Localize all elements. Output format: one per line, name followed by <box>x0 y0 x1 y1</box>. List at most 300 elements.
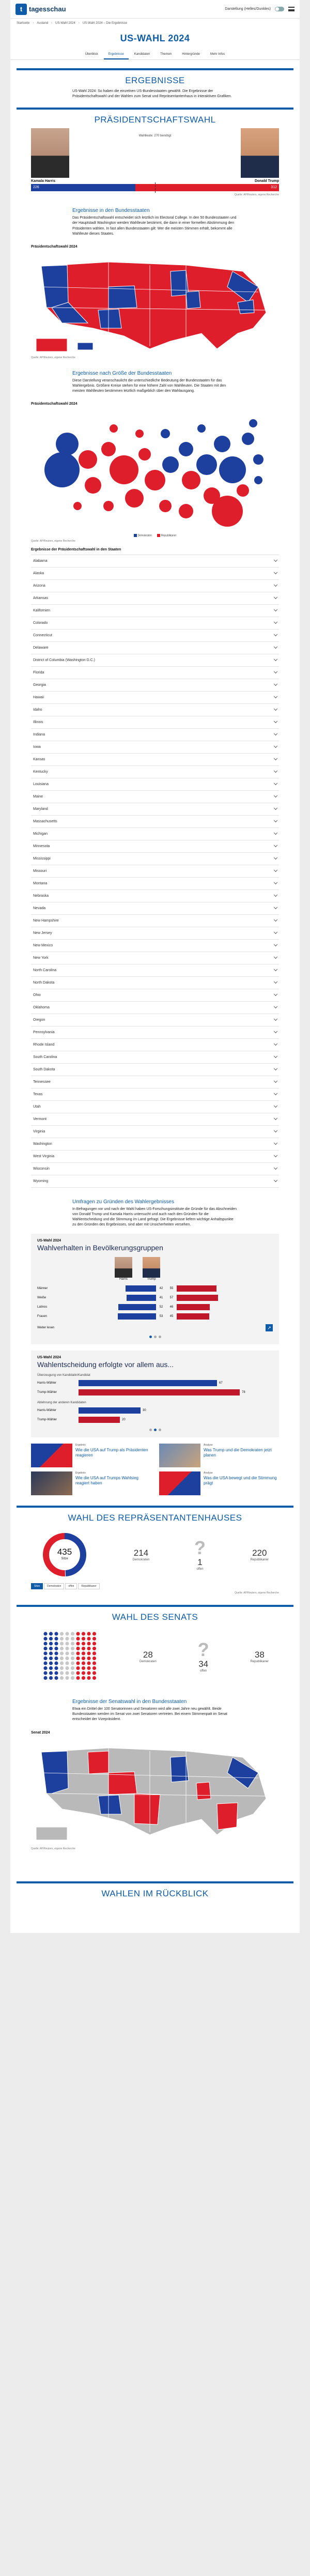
breadcrumb-item[interactable]: US-Wahl 2024 <box>55 22 75 25</box>
senate-seat <box>60 1637 64 1640</box>
group-row <box>37 1302 273 1312</box>
group-label: Frauen <box>37 1315 48 1318</box>
senate-seat <box>92 1637 96 1640</box>
breadcrumb-item[interactable]: Ausland <box>37 22 49 25</box>
house-donut <box>41 1531 88 1578</box>
state-bubble[interactable] <box>242 433 254 445</box>
state-bubble[interactable] <box>138 448 151 461</box>
tab-more[interactable]: Mehr Infos <box>210 53 225 56</box>
teaser-image <box>31 1471 72 1495</box>
state-name: Kansas <box>33 757 45 761</box>
senate-seat <box>49 1647 53 1650</box>
trump-photo <box>241 128 279 178</box>
states-title: Ergebnisse der Präsidentschaftswahl in den Staaten <box>31 547 121 551</box>
state-name: Louisiana <box>33 782 49 786</box>
state-bubble[interactable] <box>214 436 230 452</box>
motivation-value: 78 <box>242 1391 245 1394</box>
house-rep-seats: 220 <box>252 1548 267 1558</box>
senate-seat <box>76 1652 80 1655</box>
senate-seat <box>49 1637 53 1640</box>
rep-value: 46 <box>169 1306 174 1309</box>
harris-name: Kamala Harris <box>31 179 56 183</box>
house-dem-seats: 214 <box>133 1548 149 1558</box>
carousel-dots <box>37 1336 273 1338</box>
house-open-seats: 1 <box>197 1557 203 1568</box>
chevron-down-icon <box>274 1104 277 1108</box>
legend-dem <box>134 534 152 537</box>
teaser[interactable] <box>31 1444 151 1467</box>
teaser-kicker: Analyse <box>204 1444 213 1447</box>
state-bubble[interactable] <box>85 477 101 494</box>
senate-seat <box>65 1647 69 1650</box>
group-row <box>37 1284 273 1293</box>
senate-map[interactable] <box>31 1737 279 1845</box>
motivation-bar <box>79 1380 217 1386</box>
state-name: New Mexico <box>33 943 53 947</box>
senate-seat <box>92 1657 96 1660</box>
state-row[interactable] <box>31 667 279 679</box>
state-bubble[interactable] <box>212 496 243 527</box>
dem-value: 41 <box>159 1296 163 1300</box>
carousel-dot[interactable] <box>159 1336 161 1338</box>
motivation-value: 20 <box>122 1418 126 1422</box>
state-row[interactable] <box>31 952 279 964</box>
logo-icon[interactable] <box>16 4 27 15</box>
senate-stats <box>10 1626 300 1688</box>
state-row[interactable] <box>31 1175 279 1188</box>
logo-letter: t <box>20 5 23 13</box>
group-row <box>37 1312 273 1321</box>
senate-seat <box>54 1642 58 1646</box>
state-row[interactable] <box>31 1064 279 1076</box>
breadcrumb-separator-icon: › <box>78 22 80 25</box>
state-row[interactable] <box>31 1138 279 1151</box>
senate-rep-stat <box>251 1650 269 1663</box>
chevron-down-icon <box>274 657 277 661</box>
senate-seat <box>71 1647 74 1650</box>
tab-bar <box>10 50 300 60</box>
teaser[interactable] <box>159 1444 279 1467</box>
senate-seat <box>82 1672 85 1675</box>
senate-seat <box>87 1647 90 1650</box>
chevron-down-icon <box>274 968 277 971</box>
trump-col-label: Trump <box>147 1278 156 1281</box>
chevron-down-icon <box>274 856 277 860</box>
state-bubble[interactable] <box>110 455 138 484</box>
chevron-down-icon <box>274 881 277 884</box>
senate-rep-label: Republikaner <box>250 1660 269 1664</box>
senate-seat <box>65 1642 69 1646</box>
motivation-label: Trump-Wähler <box>37 1418 57 1422</box>
state-row[interactable] <box>31 803 279 816</box>
senate-seat <box>54 1676 58 1680</box>
state-row[interactable] <box>31 1014 279 1026</box>
state-row[interactable] <box>31 654 279 667</box>
teaser-headline: Was die USA bewegt und die Stimmung prägt <box>204 1476 277 1486</box>
harris-thumb <box>115 1257 132 1278</box>
senate-seat <box>71 1666 74 1670</box>
state-row[interactable] <box>31 568 279 580</box>
state-row[interactable] <box>31 692 279 704</box>
rep-bar <box>177 1304 210 1310</box>
group-label: Latinos <box>37 1306 48 1309</box>
senate-seat <box>92 1647 96 1650</box>
senate-seat <box>65 1676 69 1680</box>
state-bubble[interactable] <box>197 424 206 433</box>
senate-seat <box>87 1652 90 1655</box>
state-name: Oregon <box>33 1018 45 1022</box>
state-name: Iowa <box>33 745 41 749</box>
chevron-down-icon <box>274 781 277 785</box>
senate-seat <box>92 1666 96 1670</box>
state-row[interactable] <box>31 1113 279 1126</box>
state-bubble[interactable] <box>159 500 172 512</box>
pill[interactable]: offen <box>65 1583 77 1589</box>
state-bubble[interactable] <box>161 429 170 438</box>
carousel-dot[interactable] <box>154 1336 157 1338</box>
senate-seat <box>43 1637 47 1640</box>
carousel-dot[interactable] <box>149 1429 152 1431</box>
state-bubble[interactable] <box>182 471 200 489</box>
senate-map-svg <box>31 1737 279 1845</box>
chevron-down-icon <box>274 806 277 810</box>
senate-seat <box>76 1662 80 1665</box>
senate-dem-stat <box>140 1650 157 1663</box>
senate-seat <box>87 1637 90 1640</box>
state-accordion <box>31 555 279 1188</box>
chevron-down-icon <box>274 608 277 611</box>
senate-seat <box>43 1632 47 1636</box>
dem-bar <box>118 1304 156 1310</box>
chevron-down-icon <box>274 1017 277 1021</box>
state-row[interactable] <box>31 592 279 605</box>
us-map-svg <box>31 251 279 354</box>
size-caption: Präsidentschaftswahl 2024 <box>31 402 78 406</box>
state-bubble[interactable] <box>145 470 165 490</box>
tab-topics[interactable]: Themen <box>160 53 172 56</box>
chevron-down-icon <box>274 695 277 698</box>
state-row[interactable] <box>31 580 279 592</box>
chevron-down-icon <box>274 930 277 934</box>
state-row[interactable] <box>31 754 279 766</box>
senate-seat <box>49 1672 53 1675</box>
senate-seat <box>43 1676 47 1680</box>
state-bubble[interactable] <box>56 433 79 455</box>
senate-seat <box>49 1676 53 1680</box>
state-bubble[interactable] <box>79 450 97 469</box>
theme-toggle[interactable] <box>275 7 284 11</box>
state-row[interactable] <box>31 642 279 654</box>
chevron-down-icon <box>274 744 277 748</box>
chevron-down-icon <box>274 1054 277 1058</box>
senate-seat <box>65 1657 69 1660</box>
state-bubble[interactable] <box>44 452 80 487</box>
pill[interactable]: Republikaner <box>78 1583 99 1589</box>
logo-text[interactable]: tagesschau <box>29 5 66 13</box>
map-heading: Ergebnisse in den Bundesstaaten <box>72 208 150 214</box>
state-name: Colorado <box>33 621 48 625</box>
senate-seat <box>87 1672 90 1675</box>
main-column <box>10 0 300 1933</box>
state-row[interactable] <box>31 1126 279 1138</box>
card-kicker: US-Wahl 2024 <box>37 1239 61 1243</box>
senate-seat <box>71 1642 74 1646</box>
teaser-headline: Was Trump und die Demokraten jetzt planen <box>204 1448 272 1458</box>
state-row[interactable] <box>31 1051 279 1064</box>
state-bubble[interactable] <box>196 454 217 475</box>
rep-value: 57 <box>169 1296 174 1300</box>
senate-seat <box>65 1662 69 1665</box>
state-row[interactable] <box>31 989 279 1002</box>
carousel-dot[interactable] <box>159 1429 161 1431</box>
state-row[interactable] <box>31 964 279 977</box>
state-bubble[interactable] <box>249 419 257 427</box>
state-bubble[interactable] <box>162 456 179 473</box>
dem-value: 53 <box>159 1315 163 1318</box>
breadcrumb-item: US-Wahl 2024 – Die Ergebnisse <box>82 22 127 25</box>
legend-rep <box>157 534 176 537</box>
state-row[interactable] <box>31 605 279 617</box>
state-name: Ohio <box>33 993 41 997</box>
dem-track <box>79 1313 156 1320</box>
state-row[interactable] <box>31 1163 279 1175</box>
senate-seat <box>60 1647 64 1650</box>
senate-seat <box>65 1666 69 1670</box>
senate-seat <box>49 1642 53 1646</box>
map-caption: Präsidentschaftswahl 2024 <box>31 244 78 249</box>
chevron-down-icon <box>274 1178 277 1182</box>
breadcrumb-item[interactable]: Startseite <box>17 22 30 25</box>
state-row[interactable] <box>31 840 279 853</box>
state-row[interactable] <box>31 1039 279 1051</box>
state-row[interactable] <box>31 853 279 865</box>
house-open-label: offen <box>196 1568 204 1571</box>
state-name: Arizona <box>33 584 45 588</box>
senate-seat <box>65 1637 69 1640</box>
state-name: Virginia <box>33 1129 45 1133</box>
card-title: Wahlverhalten in Bevölkerungsgruppen <box>37 1244 163 1252</box>
pill[interactable]: Demokraten <box>44 1583 64 1589</box>
state-row[interactable] <box>31 828 279 840</box>
state-row[interactable] <box>31 1076 279 1088</box>
state-row[interactable] <box>31 679 279 692</box>
state-row[interactable] <box>31 890 279 902</box>
senate-seat <box>76 1642 80 1646</box>
state-name: Maryland <box>33 807 48 811</box>
chevron-down-icon <box>274 980 277 984</box>
chevron-down-icon <box>274 633 277 636</box>
state-row[interactable] <box>31 791 279 803</box>
state-row[interactable] <box>31 1151 279 1163</box>
menu-icon[interactable] <box>288 7 295 11</box>
pill[interactable]: Sitze <box>31 1583 43 1589</box>
senate-seat <box>54 1666 58 1670</box>
senate-seat <box>54 1672 58 1675</box>
card-footer[interactable]: Weiter lesen <box>37 1326 55 1330</box>
tab-overview[interactable]: Überblick <box>85 53 98 56</box>
state-name: Missouri <box>33 869 47 873</box>
state-name: Idaho <box>33 708 42 712</box>
state-name: Florida <box>33 670 44 674</box>
state-row[interactable] <box>31 778 279 791</box>
chevron-down-icon <box>274 583 277 587</box>
house-rep-stat <box>251 1548 269 1561</box>
state-bubble[interactable] <box>135 430 144 438</box>
state-name: South Dakota <box>33 1067 55 1071</box>
state-row[interactable] <box>31 927 279 940</box>
state-row[interactable] <box>31 1101 279 1113</box>
us-map[interactable] <box>31 251 279 354</box>
map-source: Quelle: AP/Reuters, eigene Recherche <box>31 356 75 359</box>
state-row[interactable] <box>31 617 279 630</box>
dem-value: 52 <box>159 1306 163 1309</box>
motivation-label: Trump-Wähler <box>37 1391 57 1394</box>
state-row[interactable] <box>31 878 279 890</box>
senate-seat <box>54 1652 58 1655</box>
state-bubble[interactable] <box>110 424 118 433</box>
chevron-down-icon <box>274 794 277 798</box>
senate-seat <box>60 1632 64 1636</box>
motivation-row <box>37 1415 273 1424</box>
state-bubble[interactable] <box>253 454 264 465</box>
dem-bar <box>126 1285 156 1292</box>
president-title: PRÄSIDENTSCHAFTSWAHL <box>17 108 293 128</box>
senate-seat <box>87 1676 90 1680</box>
state-row[interactable] <box>31 704 279 716</box>
carousel-dot[interactable] <box>149 1336 152 1338</box>
chevron-down-icon <box>274 595 277 599</box>
state-bubble[interactable] <box>73 502 82 510</box>
senate-seat <box>71 1657 74 1660</box>
state-name: Arkansas <box>33 596 49 600</box>
senate-dem-seats: 28 <box>143 1650 153 1660</box>
senate-open-seats: 34 <box>198 1659 209 1669</box>
senate-seat <box>76 1676 80 1680</box>
harris-col-label: Harris <box>119 1278 128 1281</box>
state-row[interactable] <box>31 630 279 642</box>
chevron-down-icon <box>274 732 277 735</box>
senate-seat <box>76 1637 80 1640</box>
senate-seat <box>82 1652 85 1655</box>
state-row[interactable] <box>31 555 279 568</box>
chevron-down-icon <box>274 844 277 847</box>
chevron-down-icon <box>274 918 277 922</box>
state-name: Indiana <box>33 732 45 737</box>
breadcrumb-separator-icon: › <box>33 22 34 25</box>
senate-seat <box>76 1657 80 1660</box>
senate-seat <box>71 1632 74 1636</box>
state-name: Wisconsin <box>33 1167 50 1171</box>
state-bubble[interactable] <box>125 489 144 508</box>
review-title: WAHLEN IM RÜCKBLICK <box>17 1881 293 1902</box>
rep-bar <box>177 1285 216 1292</box>
senate-seat <box>87 1657 90 1660</box>
motivation-rows-1 <box>37 1378 273 1397</box>
chevron-down-icon <box>274 1116 277 1120</box>
state-bubble[interactable] <box>179 504 193 518</box>
state-row[interactable] <box>31 902 279 915</box>
bubble-map[interactable] <box>31 408 279 532</box>
motivation-row <box>37 1378 273 1388</box>
dem-bar <box>127 1295 156 1301</box>
house-rep-label: Republikaner <box>250 1558 269 1562</box>
senate-seat <box>76 1632 80 1636</box>
state-row[interactable] <box>31 741 279 754</box>
senate-seat <box>65 1652 69 1655</box>
teaser[interactable] <box>159 1471 279 1495</box>
motivation-bar <box>79 1389 240 1396</box>
legend-dem-swatch <box>134 534 137 537</box>
state-row[interactable] <box>31 1088 279 1101</box>
senate-seat <box>71 1662 74 1665</box>
senate-seat <box>82 1657 85 1660</box>
teaser-grid <box>31 1444 279 1495</box>
chevron-down-icon <box>274 906 277 909</box>
state-row[interactable] <box>31 729 279 741</box>
state-row[interactable] <box>31 1002 279 1014</box>
state-name: Nevada <box>33 906 46 910</box>
state-bubble[interactable] <box>237 484 249 497</box>
state-name: Nebraska <box>33 894 49 898</box>
state-name: West Virginia <box>33 1154 54 1158</box>
needed-label: Wahlleute: 270 benötigt <box>138 134 172 138</box>
chevron-down-icon <box>274 707 277 711</box>
group-label: Überzeugung von Kandidatin/Kandidat <box>37 1374 90 1377</box>
chevron-down-icon <box>274 1067 277 1070</box>
senate-seat <box>87 1666 90 1670</box>
state-bubble[interactable] <box>219 456 246 483</box>
teaser[interactable] <box>31 1471 151 1495</box>
state-row[interactable] <box>31 977 279 989</box>
chevron-down-icon <box>274 645 277 649</box>
tab-candidates[interactable]: Kandidaten <box>134 53 150 56</box>
carousel-dot[interactable] <box>154 1429 157 1431</box>
state-row[interactable] <box>31 940 279 952</box>
breadcrumb <box>10 19 300 28</box>
share-icon[interactable]: ↗ <box>266 1324 273 1331</box>
dem-track <box>79 1285 156 1292</box>
state-row[interactable] <box>31 766 279 778</box>
tab-results[interactable]: Ergebnisse <box>104 50 129 59</box>
state-name: Alabama <box>33 559 48 563</box>
state-row[interactable] <box>31 1026 279 1039</box>
house-total-label: Sitze <box>61 1557 68 1561</box>
chevron-down-icon <box>274 1042 277 1046</box>
state-name: New York <box>33 956 49 960</box>
senate-seat <box>43 1662 47 1665</box>
state-name: Alaska <box>33 571 44 575</box>
house-source: Quelle: AP/Reuters, eigene Recherche <box>235 1591 279 1595</box>
chevron-down-icon <box>274 1141 277 1145</box>
state-name: Hawaii <box>33 695 44 699</box>
state-bubble[interactable] <box>101 442 116 456</box>
state-row[interactable] <box>31 716 279 729</box>
senate-seat <box>76 1666 80 1670</box>
state-row[interactable] <box>31 816 279 828</box>
chevron-down-icon <box>274 620 277 624</box>
state-bubble[interactable] <box>103 501 114 511</box>
senate-seat <box>71 1672 74 1675</box>
senate-map-caption: Senat 2024 <box>31 1730 50 1735</box>
dem-track <box>79 1304 156 1310</box>
state-bubble[interactable] <box>179 442 193 456</box>
motivation-bar <box>79 1407 141 1414</box>
state-bubble[interactable] <box>254 476 262 484</box>
state-row[interactable] <box>31 865 279 878</box>
state-row[interactable] <box>31 915 279 927</box>
tab-background[interactable]: Hintergründe <box>182 53 200 56</box>
house-dem-label: Demokraten <box>132 1558 150 1562</box>
